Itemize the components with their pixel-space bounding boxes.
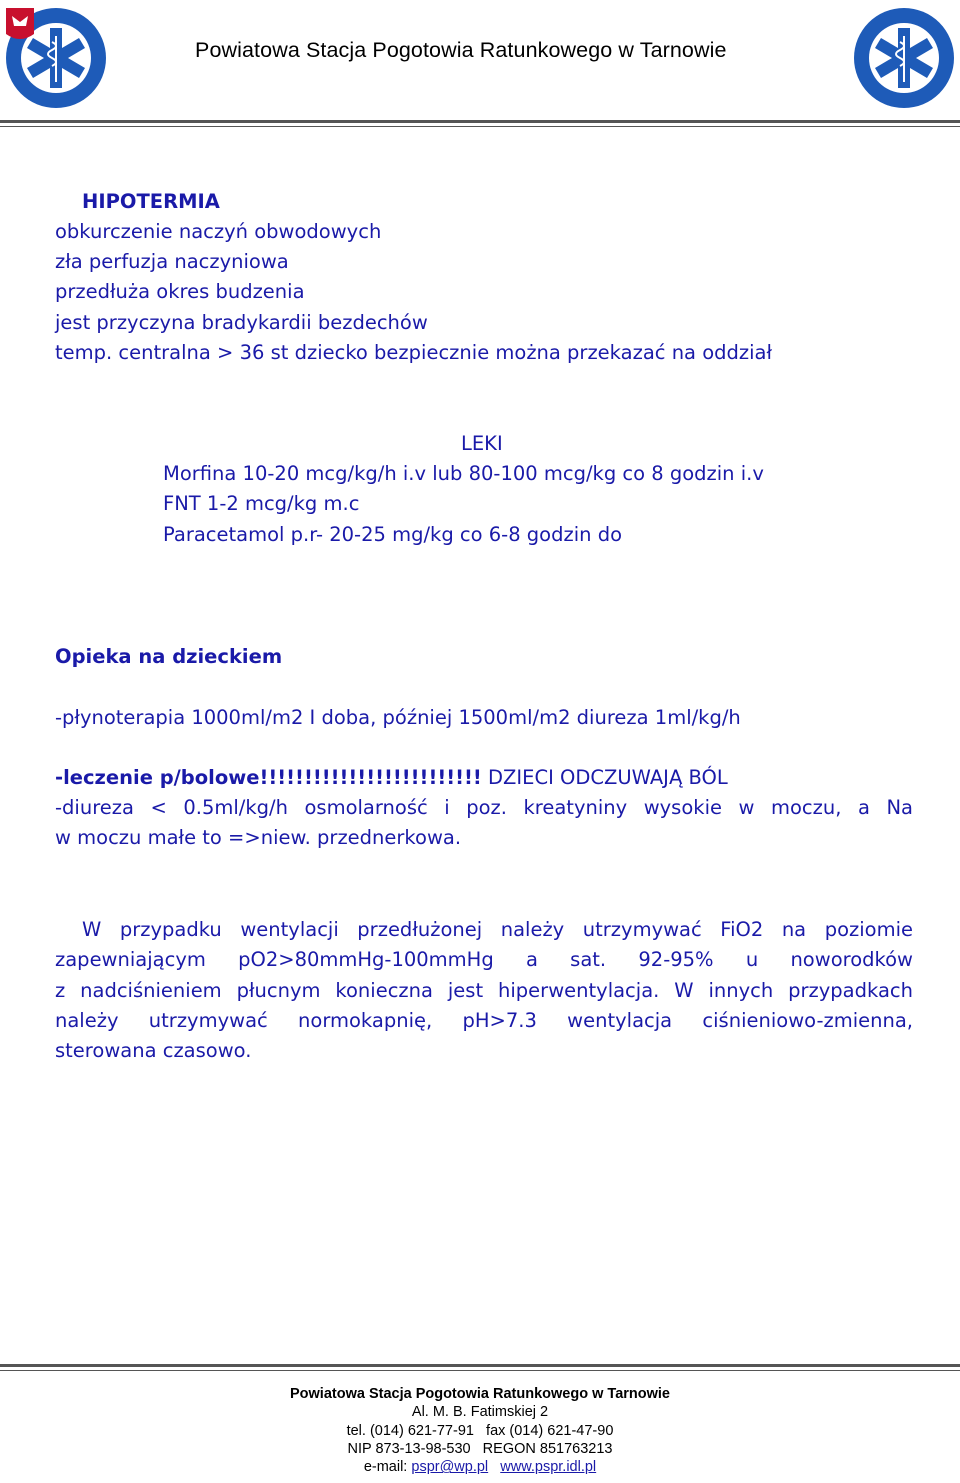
wentylacja-paragraph	[55, 915, 913, 1066]
hipotermia-heading: HIPOTERMIA	[82, 190, 220, 213]
footer-phone: tel. (014) 621-77-91 fax (014) 621-47-90	[346, 1422, 614, 1439]
footer-ids: NIP 873-13-98-530 REGON 851763213	[347, 1440, 613, 1457]
footer-email-link[interactable]: pspr@wp.pl	[411, 1459, 489, 1476]
opieka-heading: Opieka na dzieckiem	[55, 645, 283, 668]
plynoterapia-line: -płynoterapia 1000ml/m2 I doba, później 1500ml/m2 diureza 1ml/kg/h	[55, 706, 741, 729]
header-rule-thin	[0, 126, 960, 127]
footer-contact	[0, 1458, 960, 1476]
leki-line: Paracetamol p.r- 20-25 mg/kg co 6-8 godzin do	[163, 523, 623, 546]
hipotermia-line: zła perfuzja naczyniowa	[55, 250, 289, 273]
hipotermia-line: przedłuża okres budzenia	[55, 280, 305, 303]
wentylacja-line: z nadciśnieniem płucnym konieczna jest hiperwentylacja. W innych przypadkach	[55, 978, 913, 1002]
footer-rule-thin	[0, 1370, 960, 1371]
wentylacja-line: należy utrzymywać normokapnię, pH>7.3 wentylacja ciśnieniowo-zmienna,	[55, 1008, 913, 1032]
footer-rule	[0, 1364, 960, 1367]
leczenie-bold: -leczenie p/bolowe!!!!!!!!!!!!!!!!!!!!!!!!!	[55, 766, 482, 789]
diureza-line: w moczu małe to =>niew. przednerkowa.	[55, 826, 462, 850]
tarnow-pogotowie-logo	[4, 6, 108, 110]
diureza-line: -diureza < 0.5ml/kg/h osmolarność i poz. kreatyniny wysokie w moczu, a Na	[55, 796, 913, 819]
leczenie-line	[55, 763, 728, 793]
leki-heading: LEKI	[461, 432, 503, 455]
wentylacja-line: sterowana czasowo.	[55, 1039, 252, 1063]
footer	[0, 1385, 960, 1476]
wentylacja-line: W przypadku wentylacji przedłużonej należy utrzymywać FiO2 na poziomie	[82, 918, 913, 941]
hipotermia-line: temp. centralna > 36 st dziecko bezpiecznie można przekazać na oddział	[55, 341, 773, 364]
leki-line: Morfina 10-20 mcg/kg/h i.v lub 80-100 mcg/kg co 8 godzin i.v	[163, 462, 764, 485]
footer-address: Al. M. B. Fatimskiej 2	[411, 1404, 549, 1421]
header-title: Powiatowa Stacja Pogotowia Ratunkowego w Tarnowie	[195, 38, 727, 62]
header-rule	[0, 120, 960, 123]
leki-line: FNT 1-2 mcg/kg m.c	[163, 492, 360, 515]
leczenie-rest: DZIECI ODCZUWAJĄ BÓL	[481, 766, 728, 789]
diureza-paragraph	[55, 793, 913, 854]
wentylacja-line: zapewniającym pO2>80mmHg-100mmHg a sat. 92-95% u noworodków	[55, 948, 913, 972]
footer-name: Powiatowa Stacja Pogotowia Ratunkowego w Tarnowie	[289, 1386, 670, 1402]
footer-email-label: e-mail:	[363, 1459, 412, 1476]
hipotermia-line: jest przyczyna bradykardii bezdechów	[55, 311, 428, 334]
footer-website-link[interactable]: www.pspr.idl.pl	[500, 1459, 597, 1476]
szkola-ratownictwa-logo	[852, 6, 956, 110]
hipotermia-line: obkurczenie naczyń obwodowych	[55, 220, 382, 243]
